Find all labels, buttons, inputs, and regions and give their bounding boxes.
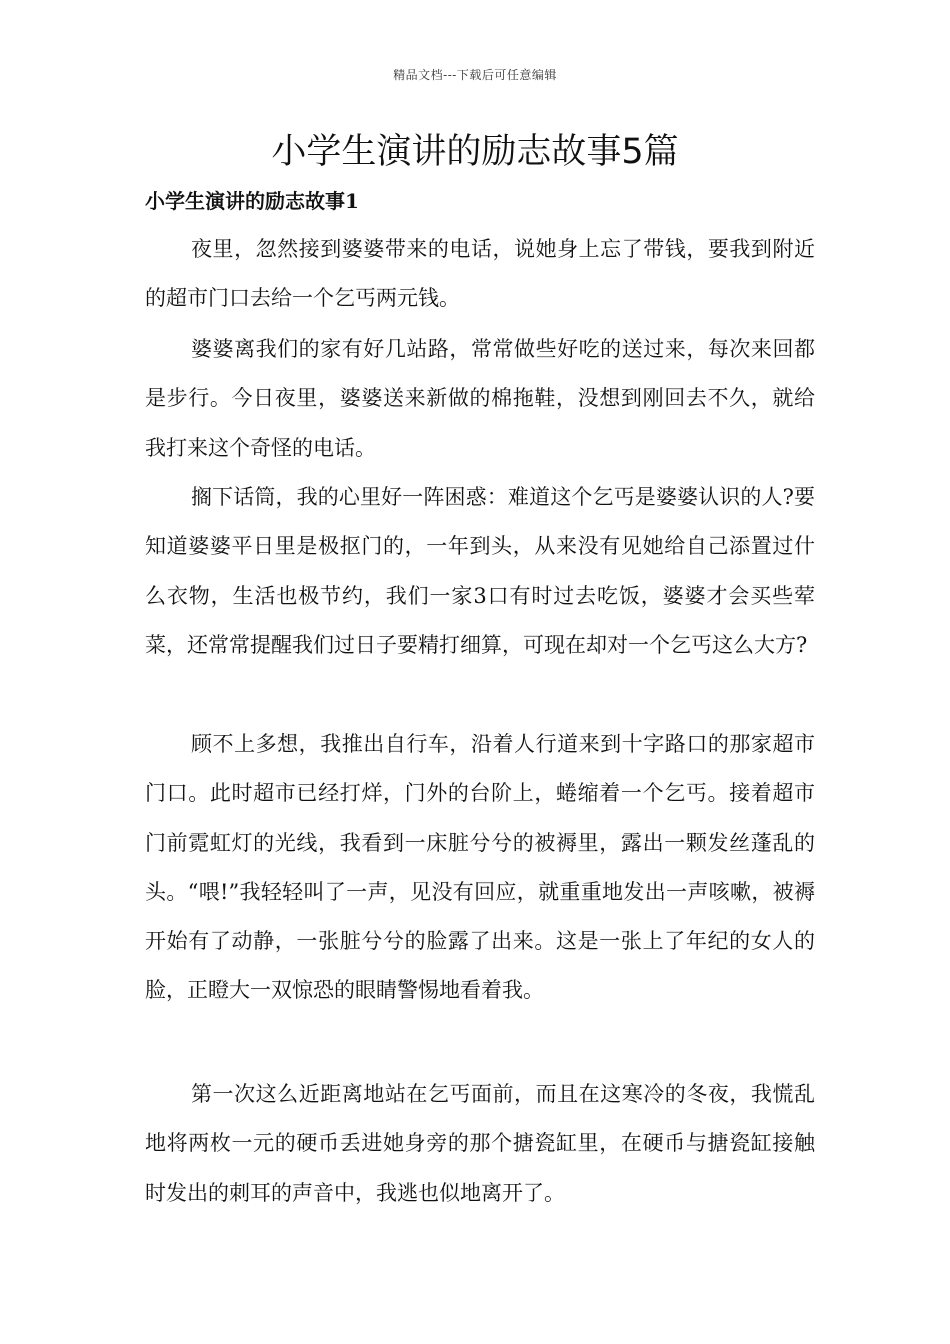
section-heading: 小学生演讲的励志故事1 (145, 189, 359, 213)
paragraph: 夜里，忽然接到婆婆带来的电话，说她身上忘了带钱，要我到附近的超市门口去给一个乞丐两元钱。 (145, 237, 815, 311)
paragraph: 顾不上多想，我推出自行车，沿着人行道来到十字路口的那家超市门口。此时超市已经打烊，门外的台阶上，蜷缩着一个乞丐。接着超市门前霓虹灯的光线，我看到一床脏兮兮的被褥里，露出一颗发丝蓬乱的头。“喂!”我轻轻叫了一声，见没有回应，就重重地发出一声咳嗽，被褥开始有了动静，一张脏兮兮的脸露了出来。这是一张上了年纪的女人的脸，正瞪大一双惊恐的眼睛警惕地看着我。 (145, 732, 815, 1003)
document-title: 小学生演讲的励志故事5篇 (271, 132, 679, 172)
paragraph: 婆婆离我们的家有好几站路，常常做些好吃的送过来，每次来回都是步行。今日夜里，婆婆送来新做的棉拖鞋，没想到刚回去不久，就给我打来这个奇怪的电话。 (145, 337, 815, 460)
paragraph: 第一次这么近距离地站在乞丐面前，而且在这寒冷的冬夜，我慌乱地将两枚一元的硬币丢进她身旁的那个搪瓷缸里，在硬币与搪瓷缸接触时发出的刺耳的声音中，我逃也似地离开了。 (145, 1082, 815, 1205)
header-note: 精品文档---下载后可任意编辑 (393, 68, 557, 82)
paragraph: 搁下话筒，我的心里好一阵困惑：难道这个乞丐是婆婆认识的人?要知道婆婆平日里是极抠门的，一年到头，从来没有见她给自己添置过什么衣物，生活也极节约，我们一家3口有时过去吃饭，婆婆才会买些荤菜，还常常提醒我们过日子要精打细算，可现在却对一个乞丐这么大方? (145, 485, 815, 657)
